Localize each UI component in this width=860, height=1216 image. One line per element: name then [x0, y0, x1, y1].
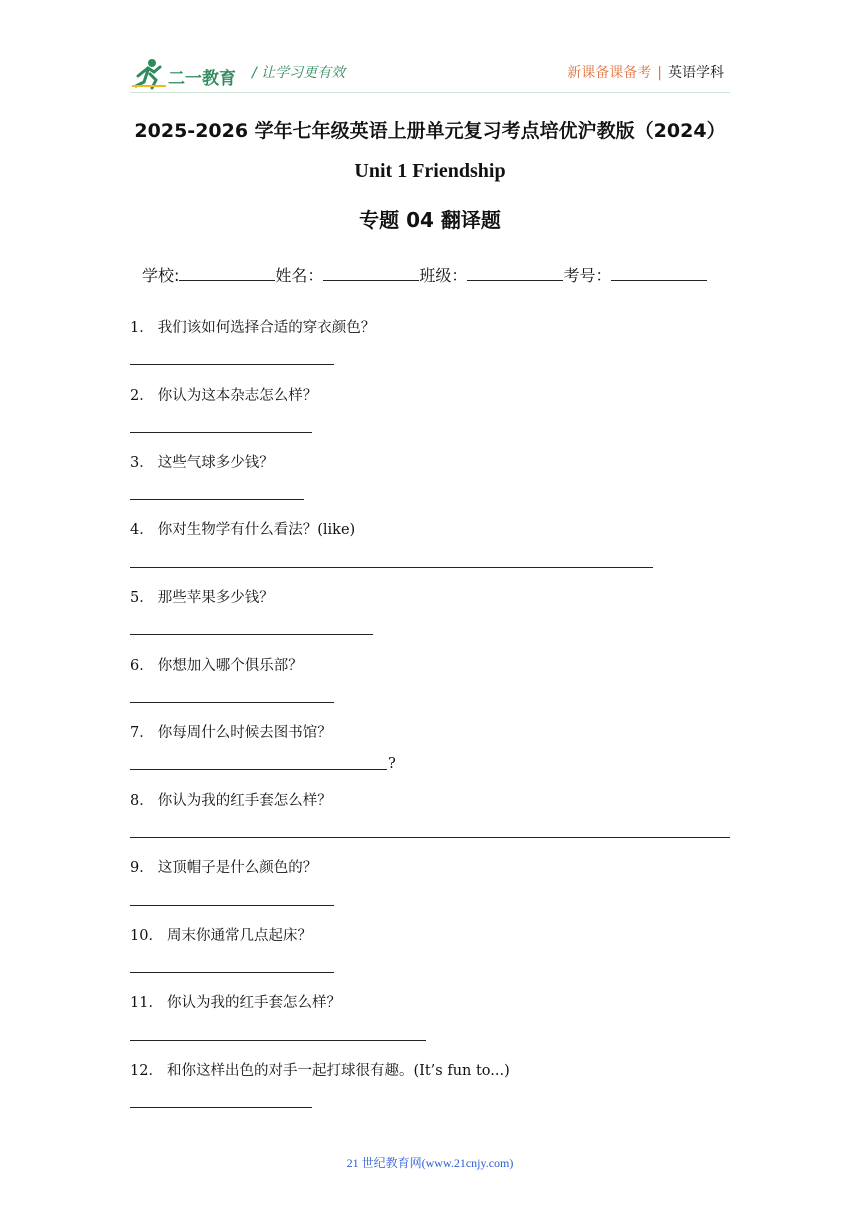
question-number: 6．: [130, 658, 154, 674]
header-separator: |: [657, 65, 662, 81]
answer-line-5[interactable]: [130, 634, 373, 635]
question-text: 你对生物学有什么看法？(like): [157, 522, 356, 538]
question-3: [130, 451, 274, 472]
answer-line-9[interactable]: [130, 905, 334, 906]
question-number: 7．: [130, 725, 154, 741]
name-blank[interactable]: [323, 266, 419, 281]
question-number: 5．: [130, 590, 154, 606]
question-5: [130, 586, 274, 607]
answer-line-3[interactable]: [130, 499, 304, 500]
answer-line-12[interactable]: [130, 1107, 312, 1108]
question-4: [130, 518, 355, 539]
student-info: [142, 263, 707, 286]
question-number: 3．: [130, 455, 154, 471]
school-blank[interactable]: [179, 266, 275, 281]
question-text: 周末你通常几点起床？: [166, 928, 312, 944]
school-label: 学校:: [142, 266, 180, 285]
header-category: 新课备课备考: [567, 65, 652, 81]
slogan: / 让学习更有效: [252, 65, 346, 81]
answer-line-4[interactable]: [130, 567, 653, 568]
question-text: 你认为这本杂志怎么样？: [157, 388, 318, 404]
name-label: 姓名：: [275, 266, 324, 285]
question-number: 8．: [130, 793, 154, 809]
question-text: 你想加入哪个俱乐部？: [157, 658, 303, 674]
question-number: 9．: [130, 860, 154, 876]
question-text: 这顶帽子是什么颜色的？: [157, 860, 318, 876]
question-7: [130, 721, 332, 742]
header-right: [567, 62, 724, 82]
question-number: 4．: [130, 522, 154, 538]
question-9: [130, 856, 317, 877]
logo: [130, 56, 250, 90]
question-10: [130, 924, 312, 945]
question-text: 那些苹果多少钱？: [157, 590, 274, 606]
header-subject: 英语学科: [668, 65, 724, 81]
number-label: 考号：: [563, 266, 612, 285]
header-divider: [130, 92, 730, 93]
question-12: [130, 1059, 510, 1080]
question-number: 11．: [130, 995, 163, 1011]
logo-text: 二一教育: [168, 69, 236, 89]
answer-line-1[interactable]: [130, 364, 334, 365]
unit-title: Unit 1 Friendship: [354, 160, 506, 182]
answer-suffix-7: ?: [388, 756, 396, 772]
class-blank[interactable]: [467, 266, 563, 281]
topic-title: 专题 04 翻译题: [359, 208, 501, 232]
class-label: 班级：: [419, 266, 468, 285]
question-2: [130, 384, 317, 405]
question-text: 你认为我的红手套怎么样？: [166, 995, 341, 1011]
page-header: [0, 0, 860, 100]
document-title: 2025-2026 学年七年级英语上册单元复习考点培优沪教版（2024）: [134, 120, 726, 142]
question-text: 你每周什么时候去图书馆？: [157, 725, 332, 741]
answer-line-8[interactable]: [130, 837, 730, 838]
question-number: 10．: [130, 928, 163, 944]
answer-line-6[interactable]: [130, 702, 334, 703]
question-1: [130, 316, 375, 337]
number-blank[interactable]: [611, 266, 707, 281]
question-number: 2．: [130, 388, 154, 404]
question-text: 我们该如何选择合适的穿衣颜色？: [157, 320, 376, 336]
question-number: 1．: [130, 320, 154, 336]
answer-line-10[interactable]: [130, 972, 334, 973]
answer-line-11[interactable]: [130, 1040, 426, 1041]
question-6: [130, 654, 303, 675]
question-text: 和你这样出色的对手一起打球很有趣。(It’s fun to...): [166, 1063, 510, 1079]
question-number: 12．: [130, 1063, 163, 1079]
answer-line-2[interactable]: [130, 432, 312, 433]
question-text: 这些气球多少钱？: [157, 455, 274, 471]
question-11: [130, 991, 341, 1012]
page-footer[interactable]: 21 世纪教育网(www.21cnjy.com): [346, 1156, 514, 1170]
question-text: 你认为我的红手套怎么样？: [157, 793, 332, 809]
answer-line-7[interactable]: [130, 769, 387, 770]
question-8: [130, 789, 332, 810]
